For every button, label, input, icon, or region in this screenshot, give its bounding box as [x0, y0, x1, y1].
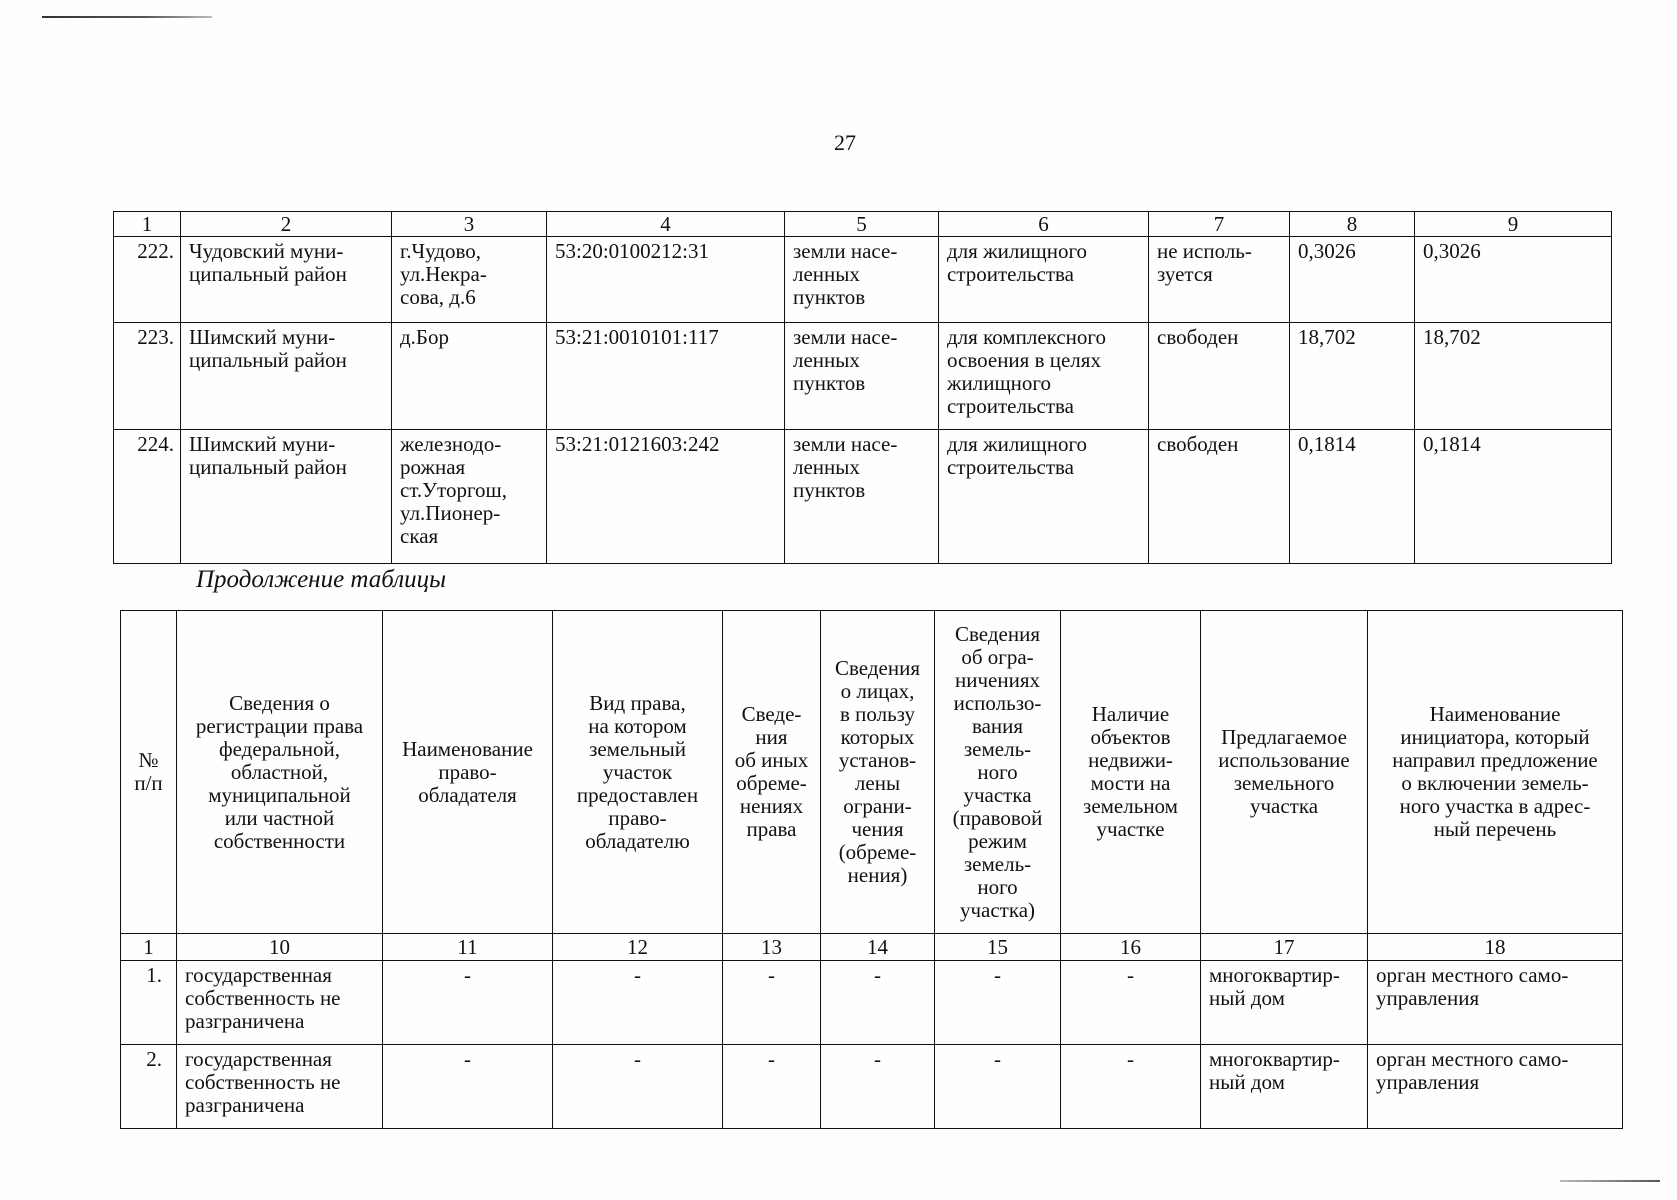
column-index: 1	[121, 934, 177, 961]
permitted-use: для комплексного освоения в целях жилищного строительства	[939, 323, 1149, 430]
column-index: 3	[392, 212, 547, 237]
column-index: 14	[821, 934, 935, 961]
area-value: 0,1814	[1415, 430, 1612, 564]
column-index: 13	[723, 934, 821, 961]
usage-restrictions: -	[935, 1045, 1061, 1129]
cadastral-number: 53:21:0121603:242	[547, 430, 785, 564]
address: г.Чудово, ул.Некра- сова, д.6	[392, 237, 547, 323]
other-encumbrances: -	[723, 961, 821, 1045]
initiator-name: орган местного само- управления	[1368, 961, 1623, 1045]
usage-status: свободен	[1149, 323, 1290, 430]
column-index: 17	[1201, 934, 1368, 961]
address: железнодо- рожная ст.Уторгош, ул.Пионер- ская	[392, 430, 547, 564]
column-index-row	[121, 934, 1623, 961]
land-plots-table	[113, 211, 1612, 564]
real-estate-objects: -	[1061, 1045, 1201, 1129]
area-value: 18,702	[1415, 323, 1612, 430]
column-header: Вид права, на котором земельный участок предоставлен право- обладателю	[553, 611, 723, 934]
table-row	[114, 237, 1612, 323]
table-row	[114, 430, 1612, 564]
ownership-registration: государственная собственность не разграничена	[177, 961, 383, 1045]
rights-holder: -	[383, 961, 553, 1045]
area-value: 0,3026	[1415, 237, 1612, 323]
right-type: -	[553, 1045, 723, 1129]
ownership-registration: государственная собственность не разграничена	[177, 1045, 383, 1129]
area-value: 0,3026	[1290, 237, 1415, 323]
table-continuation-caption: Продолжение таблицы	[196, 566, 447, 593]
column-index: 16	[1061, 934, 1201, 961]
table-header-row	[114, 212, 1612, 237]
column-header: Наличие объектов недвижи- мости на земельном участке	[1061, 611, 1201, 934]
column-index: 15	[935, 934, 1061, 961]
column-header: Сведения о лицах, в пользу которых установ- лены ограни- чения (обреме- нения)	[821, 611, 935, 934]
table-row	[121, 961, 1623, 1045]
other-encumbrances: -	[723, 1045, 821, 1129]
municipal-district: Чудовский муни- ципальный район	[181, 237, 392, 323]
column-index: 9	[1415, 212, 1612, 237]
page-number: 27	[834, 130, 856, 155]
column-index: 1	[114, 212, 181, 237]
column-header: № п/п	[121, 611, 177, 934]
proposed-use: многоквартир- ный дом	[1201, 1045, 1368, 1129]
column-index: 6	[939, 212, 1149, 237]
column-index: 7	[1149, 212, 1290, 237]
area-value: 0,1814	[1290, 430, 1415, 564]
municipal-district: Шимский муни- ципальный район	[181, 430, 392, 564]
column-header: Сведе- ния об иных обреме- нениях права	[723, 611, 821, 934]
column-index: 10	[177, 934, 383, 961]
column-header: Наименование право- обладателя	[383, 611, 553, 934]
row-number: 1.	[121, 961, 177, 1045]
land-category: земли насе- ленных пунктов	[785, 323, 939, 430]
cadastral-number: 53:21:0010101:117	[547, 323, 785, 430]
address: д.Бор	[392, 323, 547, 430]
table-header-row	[121, 611, 1623, 934]
rights-holder: -	[383, 1045, 553, 1129]
column-index: 5	[785, 212, 939, 237]
column-header: Сведения об огра- ничениях использо- вания земель- ного участка (правовой режим земель- ного участка)	[935, 611, 1061, 934]
column-header: Сведения о регистрации права федеральной, областной, муниципальной или частной собственности	[177, 611, 383, 934]
usage-status: не исполь- зуется	[1149, 237, 1290, 323]
land-category: земли насе- ленных пунктов	[785, 430, 939, 564]
column-header: Наименование инициатора, который направил предложение о включении земель- ного участка в адрес- ный перечень	[1368, 611, 1623, 934]
table-row	[121, 1045, 1623, 1129]
permitted-use: для жилищного строительства	[939, 430, 1149, 564]
area-value: 18,702	[1290, 323, 1415, 430]
land-category: земли насе- ленных пунктов	[785, 237, 939, 323]
restriction-beneficiaries: -	[821, 1045, 935, 1129]
usage-restrictions: -	[935, 961, 1061, 1045]
scan-artifact-bottom	[1560, 1180, 1660, 1182]
cadastral-number: 53:20:0100212:31	[547, 237, 785, 323]
real-estate-objects: -	[1061, 961, 1201, 1045]
column-header: Предлагаемое использование земельного участка	[1201, 611, 1368, 934]
column-index: 11	[383, 934, 553, 961]
column-index: 18	[1368, 934, 1623, 961]
restriction-beneficiaries: -	[821, 961, 935, 1045]
usage-status: свободен	[1149, 430, 1290, 564]
row-number: 224.	[114, 430, 181, 564]
proposed-use: многоквартир- ный дом	[1201, 961, 1368, 1045]
column-index: 8	[1290, 212, 1415, 237]
column-index: 2	[181, 212, 392, 237]
continuation-table	[120, 610, 1623, 1129]
right-type: -	[553, 961, 723, 1045]
column-index: 12	[553, 934, 723, 961]
row-number: 223.	[114, 323, 181, 430]
initiator-name: орган местного само- управления	[1368, 1045, 1623, 1129]
row-number: 222.	[114, 237, 181, 323]
permitted-use: для жилищного строительства	[939, 237, 1149, 323]
table-row	[114, 323, 1612, 430]
row-number: 2.	[121, 1045, 177, 1129]
scan-artifact-top	[42, 16, 212, 18]
column-index: 4	[547, 212, 785, 237]
municipal-district: Шимский муни- ципальный район	[181, 323, 392, 430]
